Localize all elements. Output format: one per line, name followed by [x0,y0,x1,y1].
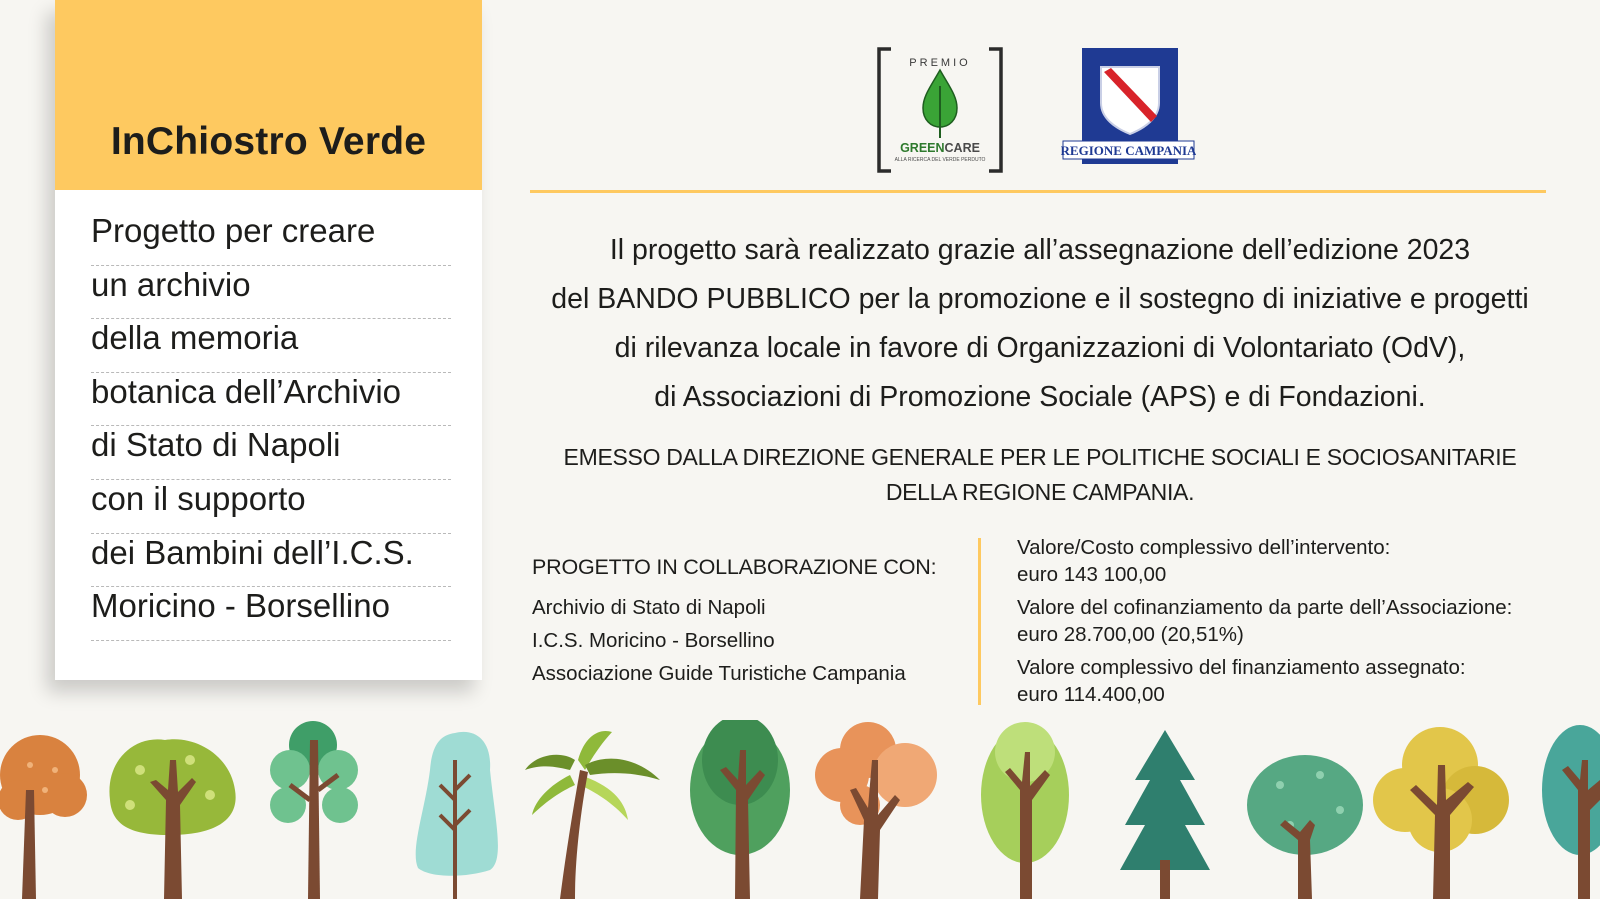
card-title: InChiostro Verde [110,120,427,163]
trees-illustration [0,720,1600,899]
green-tree-icon [270,721,358,899]
greencare-care: CARE [944,141,980,155]
vertical-divider [978,538,981,705]
campania-label: REGIONE CAMPANIA [1061,143,1196,158]
project-card [55,0,482,680]
orange-tree-icon [0,735,87,899]
funding-value: euro 114.400,00 [1017,683,1165,706]
card-line: Moricino - Borsellino [91,587,451,641]
funding-label: Valore del cofinanziamento da parte dell’Associazione: [1017,596,1513,619]
yellow-tree-icon [1373,727,1509,899]
partial-teal-tree-icon [1542,725,1600,899]
main-line: del BANDO PUBBLICO per la promozione e il sostegno di iniziative e progetti [551,283,1529,315]
lime-tree-icon [109,739,235,899]
dark-green-tree-icon [690,720,790,899]
card-header [55,0,482,190]
round-teal-tree-icon [1247,755,1363,899]
issued-by [480,440,1600,510]
funding-section [1017,534,1512,714]
funding-label: Valore/Costo complessivo dell’intervento: [1017,536,1391,559]
collaboration-section [532,555,936,690]
main-line: di rilevanza locale in favore di Organizzazioni di Volontariato (OdV), [614,332,1466,364]
palm-tree-icon [525,731,660,899]
teal-tree-icon [416,732,498,899]
collaboration-title: PROGETTO IN COLLABORAZIONE CON: [532,555,937,579]
light-green-tree-icon [981,722,1069,899]
funding-value: euro 28.700,00 (20,51%) [1017,623,1244,646]
issued-line: DELLA REGIONE CAMPANIA. [885,479,1195,505]
card-line: Progetto per creare [91,212,451,266]
premio-text: PREMIO [909,57,971,69]
orange-cluster-tree-icon [815,722,937,899]
greencare-logo [877,46,1003,174]
main-description [480,226,1600,422]
main-line: Il progetto sarà realizzato grazie all’assegnazione dell’edizione 2023 [609,234,1471,266]
card-line: di Stato di Napoli [91,426,451,480]
greencare-tagline: ALLA RICERCA DEL VERDE PERDUTO [894,157,986,163]
collaborator: Associazione Guide Turistiche Campania [532,662,906,685]
header-divider [530,190,1546,193]
issued-line: EMESSO DALLA DIREZIONE GENERALE PER LE POLITICHE SOCIALI E SOCIOSANITARIE [563,444,1517,470]
greencare-green: GREEN [900,141,945,155]
card-line: con il supporto [91,480,451,534]
card-description [91,212,451,641]
funding-value: euro 143 100,00 [1017,563,1167,586]
collaborator: I.C.S. Moricino - Borsellino [532,629,775,652]
card-line: della memoria [91,319,451,373]
svg-text:GREENCARE [900,141,980,155]
card-line: botanica dell’Archivio [91,373,451,427]
regione-campania-logo [1061,48,1196,174]
card-line: dei Bambini dell’I.C.S. [91,534,451,588]
funding-label: Valore complessivo del finanziamento assegnato: [1017,656,1466,679]
card-line: un archivio [91,266,451,320]
pine-tree-icon [1120,730,1210,899]
main-line: di Associazioni di Promozione Sociale (APS) e di Fondazioni. [654,381,1426,413]
collaborator: Archivio di Stato di Napoli [532,596,766,619]
